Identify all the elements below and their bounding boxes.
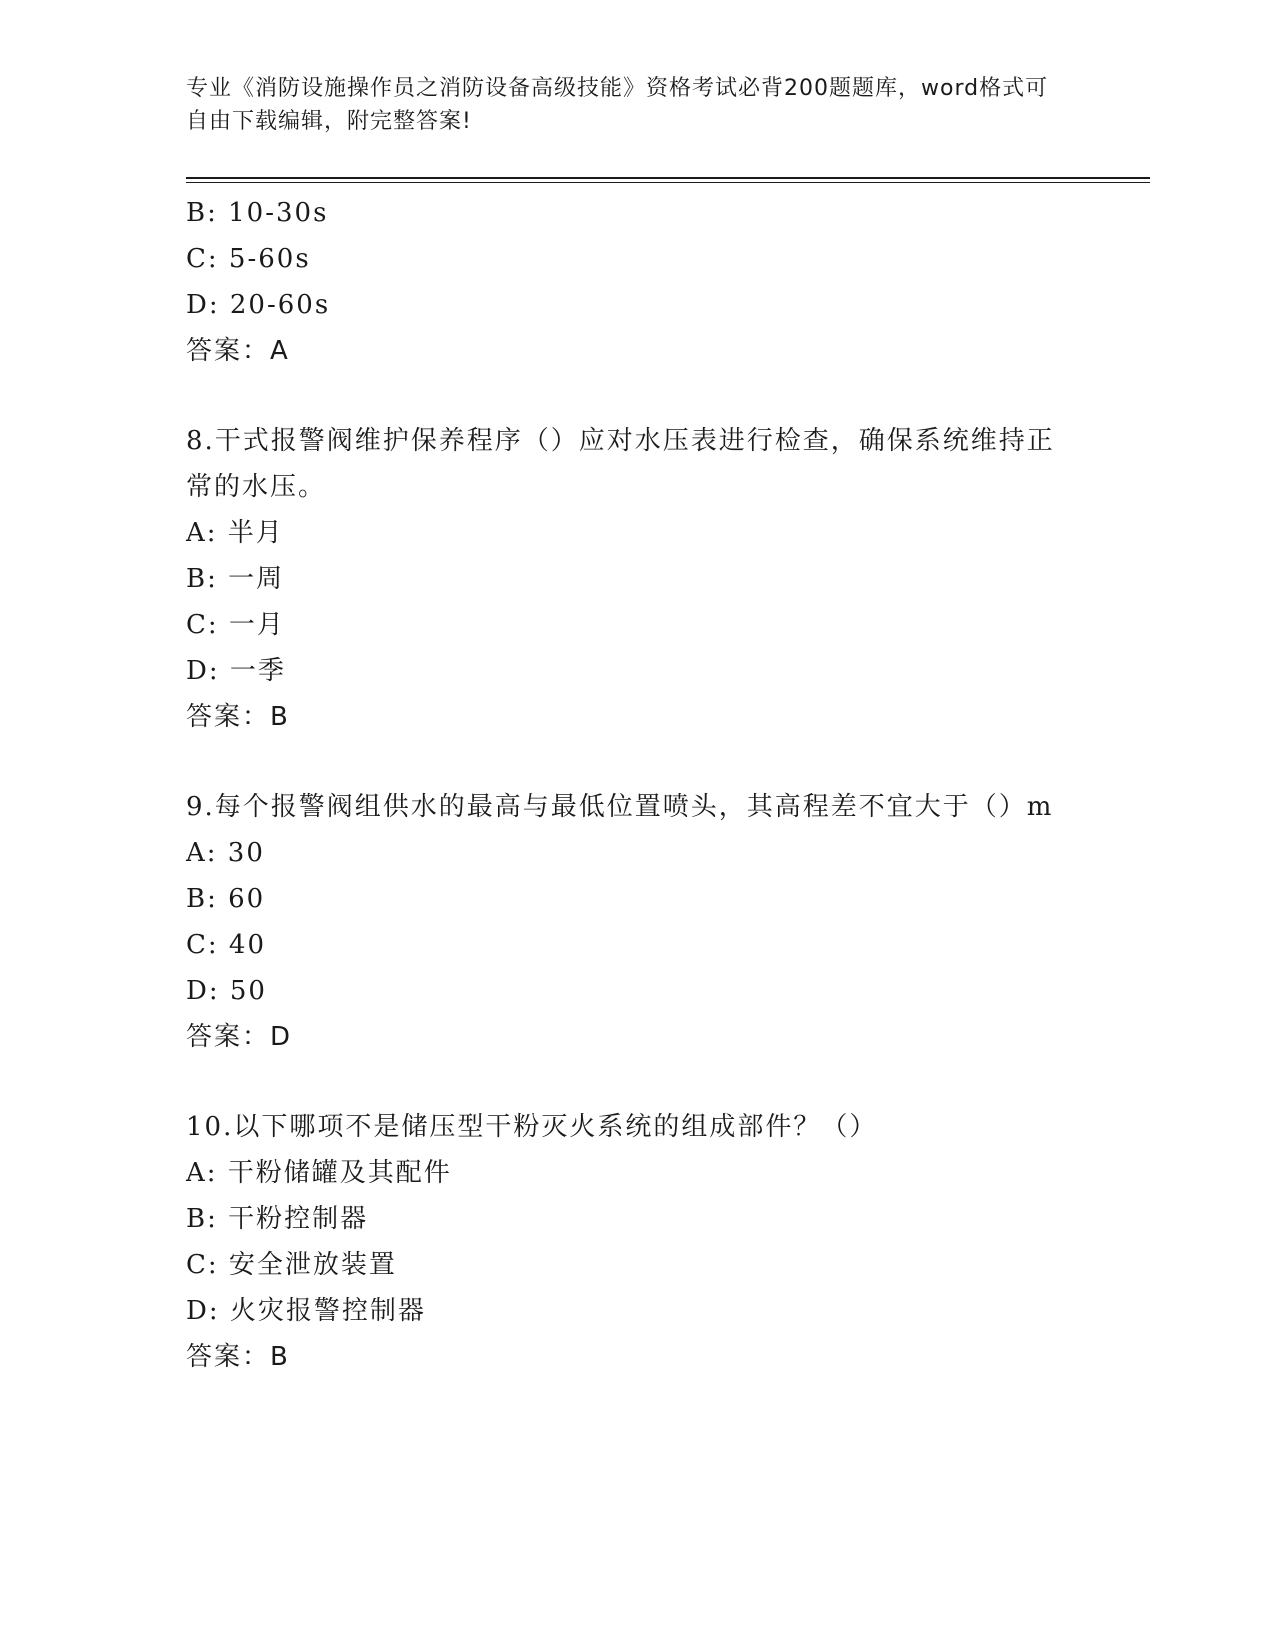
option-a: A: 30 (186, 838, 265, 868)
option-b: B: 干粉控制器 (186, 1204, 369, 1234)
question-text: 8.干式报警阀维护保养程序（）应对水压表进行检查，确保系统维持正常的水压。 (186, 426, 1055, 502)
option-c: C: 一月 (186, 610, 285, 640)
answer-line: 答案：B (186, 1342, 290, 1372)
question-7-continued (186, 190, 1086, 374)
option-a: A: 半月 (186, 518, 284, 548)
question-10 (186, 1104, 1086, 1380)
answer-line: 答案：D (186, 1022, 293, 1052)
option-b: B: 一周 (186, 564, 285, 594)
option-c: C: 安全泄放装置 (186, 1250, 397, 1280)
answer-line: 答案：B (186, 702, 290, 732)
header-divider-thin (186, 182, 1150, 183)
option-d: D: 20-60s (186, 290, 331, 320)
option-c: C: 40 (186, 930, 267, 960)
question-text: 9.每个报警阀组供水的最高与最低位置喷头，其高程差不宜大于（）m (186, 792, 1054, 822)
answer-line: 答案：A (186, 336, 290, 366)
header-divider (186, 177, 1150, 179)
option-b: B: 60 (186, 884, 266, 914)
option-d: D: 火灾报警控制器 (186, 1296, 426, 1326)
question-content (186, 190, 1086, 1380)
option-c: C: 5-60s (186, 244, 311, 274)
option-a: A: 干粉储罐及其配件 (186, 1158, 452, 1188)
option-b: B: 10-30s (186, 198, 329, 228)
page-header: 专业《消防设施操作员之消防设备高级技能》资格考试必背200题题库，word格式可自由下载编辑，附完整答案! (186, 76, 1049, 134)
question-text: 10.以下哪项不是储压型干粉灭火系统的组成部件？（） (186, 1112, 878, 1142)
option-d: D: 一季 (186, 656, 286, 686)
question-9 (186, 784, 1086, 1060)
question-8 (186, 418, 1086, 740)
option-d: D: 50 (186, 976, 267, 1006)
